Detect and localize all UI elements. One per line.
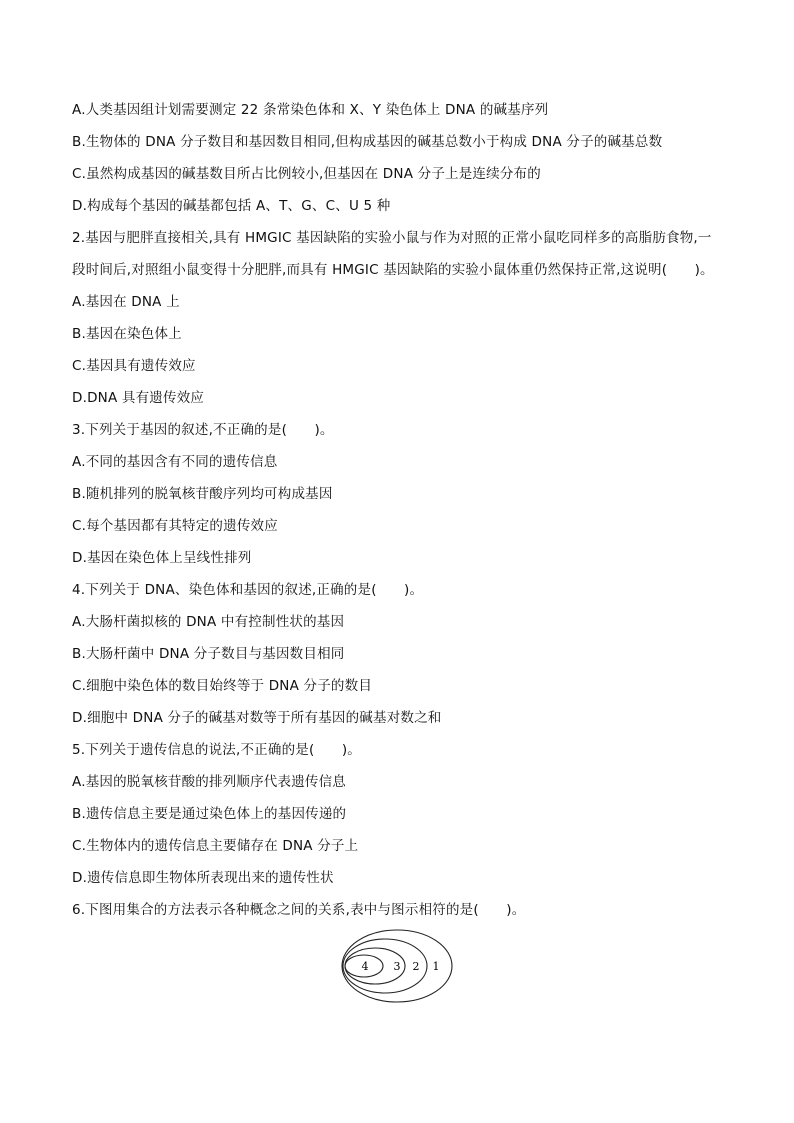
q1-option-b: B.生物体的 DNA 分子数目和基因数目相同,但构成基因的碱基总数小于构成 DNA 分子的碱基总数 — [72, 134, 663, 150]
q4-stem: 4.下列关于 DNA、染色体和基因的叙述,正确的是( )。 — [72, 582, 424, 598]
q6-stem: 6.下图用集合的方法表示各种概念之间的关系,表中与图示相符的是( )。 — [72, 902, 526, 918]
q2-stem-line1: 2.基因与肥胖直接相关,具有 HMGIC 基因缺陷的实验小鼠与作为对照的正常小鼠吃同样多的高脂肪食物,一 — [72, 230, 712, 246]
q2-option-b: B.基因在染色体上 — [72, 326, 182, 342]
q3-option-d: D.基因在染色体上呈线性排列 — [72, 550, 252, 566]
set-label-2: 2 — [412, 960, 420, 973]
q3-option-c: C.每个基因都有其特定的遗传效应 — [72, 518, 278, 534]
q3-option-b: B.随机排列的脱氧核苷酸序列均可构成基因 — [72, 486, 333, 502]
q5-option-a: A.基因的脱氧核苷酸的排列顺序代表遗传信息 — [72, 774, 346, 790]
q1-option-d: D.构成每个基因的碱基都包括 A、T、G、C、U 5 种 — [72, 198, 391, 214]
q5-stem: 5.下列关于遗传信息的说法,不正确的是( )。 — [72, 742, 362, 758]
set-label-1: 1 — [432, 960, 440, 973]
set-label-3: 3 — [393, 960, 401, 973]
q4-option-c: C.细胞中染色体的数目始终等于 DNA 分子的数目 — [72, 678, 373, 694]
nested-set-diagram — [340, 928, 456, 1004]
q2-stem-line2: 段时间后,对照组小鼠变得十分肥胖,而具有 HMGIC 基因缺陷的实验小鼠体重仍然保持正常,这说明( )。 — [72, 262, 714, 278]
q2-option-d: D.DNA 具有遗传效应 — [72, 390, 205, 406]
q4-option-b: B.大肠杆菌中 DNA 分子数目与基因数目相同 — [72, 646, 345, 662]
q5-option-b: B.遗传信息主要是通过染色体上的基因传递的 — [72, 806, 347, 822]
q1-option-c: C.虽然构成基因的碱基数目所占比例较小,但基因在 DNA 分子上是连续分布的 — [72, 166, 541, 182]
q5-option-c: C.生物体内的遗传信息主要储存在 DNA 分子上 — [72, 838, 359, 854]
q2-option-c: C.基因具有遗传效应 — [72, 358, 196, 374]
q1-option-a: A.人类基因组计划需要测定 22 条常染色体和 X、Y 染色体上 DNA 的碱基序列 — [72, 102, 549, 118]
q5-option-d: D.遗传信息即生物体所表现出来的遗传性状 — [72, 870, 334, 886]
q3-option-a: A.不同的基因含有不同的遗传信息 — [72, 454, 278, 470]
q4-option-a: A.大肠杆菌拟核的 DNA 中有控制性状的基因 — [72, 614, 345, 630]
q4-option-d: D.细胞中 DNA 分子的碱基对数等于所有基因的碱基对数之和 — [72, 710, 442, 726]
set-label-4: 4 — [361, 960, 369, 973]
q2-option-a: A.基因在 DNA 上 — [72, 294, 180, 310]
q3-stem: 3.下列关于基因的叙述,不正确的是( )。 — [72, 422, 334, 438]
